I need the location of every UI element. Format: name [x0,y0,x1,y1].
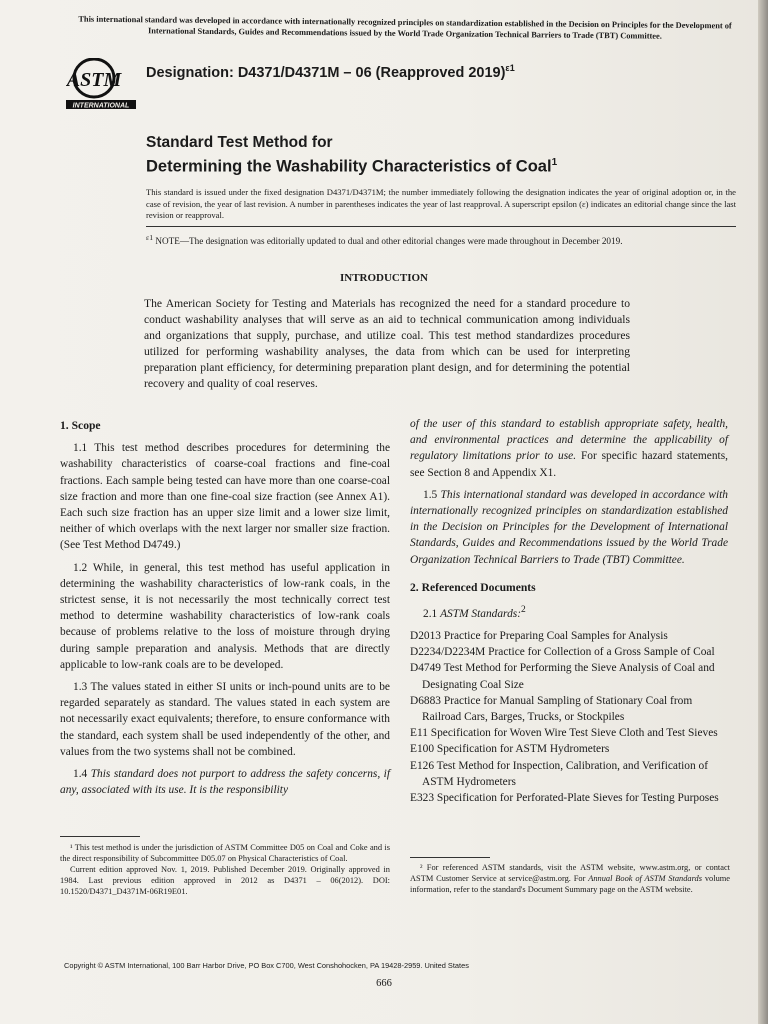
page-edge-shadow [758,0,768,1024]
title-line-1: Standard Test Method for [146,134,333,151]
footnote-2-italic: Annual Book of ASTM Standards [588,874,703,883]
referenced-list [410,628,728,806]
wto-notice: This international standard was developed in accordance with internationally recognized principles on standardization established in the Decision on Principles for the Development of International Standards, Guides and Recommendations issued by the World Trade Organization Technical Barriers to Trade (TBT) Committee. [78,14,732,41]
scope-1-4-continued [410,416,728,481]
footnote-1 [60,842,390,897]
right-column [410,416,728,806]
scope-heading: 1. Scope [60,419,101,432]
scope-1-4-lead: 1.4 [73,768,91,781]
scope-1-4-cont-tail: For specific hazard statements, see Section 8 and Appendix X1. [410,450,728,479]
designation [146,63,515,81]
scope-1-4 [60,766,390,798]
note-text: NOTE—The designation was editorially updated to dual and other editorial changes were made throughout in December 2019. [153,236,623,247]
designation-text: Designation: D4371/D4371M – 06 (Reapproved 2019) [146,64,506,81]
introduction-heading: INTRODUCTION [339,272,428,284]
footnote-2-lead: ² For referenced ASTM standards, visit the ASTM website, www.astm.org, or contact ASTM Customer Service at service@astm.org. For [410,863,730,883]
scope-1-5-italic: This international standard was developed in accordance with internationally recognized principles on standardization established in the Decision on Principles for the Development of International Standards, Guides and Recommendations issued by the World Trade Organization Technical Barriers to Trade (TBT) Committee. [410,488,728,566]
scope-1-4-cont-italic: of the user of this standard to establish appropriate safety, health, and environmental practices and determine the applicability of regulatory limitations prior to use. [410,418,728,463]
designation-sup: ε1 [505,63,515,73]
title-sup: 1 [551,157,558,168]
note-sup: ε1 [146,233,154,242]
sub-lead: 2.1 [423,607,441,620]
astm-logo-icon [66,58,136,110]
list-item: E323 Specification for Perforated-Plate Sieves for Testing Purposes [410,792,719,805]
sub-sup: 2 [521,605,526,616]
scope-1-2: 1.2 While, in general, this test method has useful application in determining the washability characteristics of low-rank coals, in the strictest sense, it is not necessarily the most technically correct test method to determine washability characteristics of low-rank coals because of problems relative to the loss of moisture through drying during sample preparation and analysis. Methods that are directly applicable to low-rank coals are to be developed. [60,561,390,671]
sub-italic: ASTM Standards: [440,607,521,620]
astm-standards-subheading [410,602,728,622]
scope-1-1: 1.1 This test method describes procedures for determining the washability characteristics of coarse-coal fractions and fine-coal fractions. Each sample being tested can have more than one coarse-coal size fraction and more than one fine-coal size fraction (see Annex A1). Each such size fraction has an upper size limit and a lower size limit, neither of which overlaps with the next larger nor smaller size fraction. (See Test Method D4749.) [60,442,390,552]
list-item: D4749 Test Method for Performing the Sieve Analysis of Coal and Designating Coal Size [410,662,715,691]
scope-1-5-lead: 1.5 [423,488,441,501]
footnote-1-p2: Current edition approved Nov. 1, 2019. Published December 2019. Originally approved in 1984. Last previous edition approved in 2012 as D4371 – 06(2012). DOI: 10.1520/D4371_D4371M-06R19E01. [60,865,390,896]
title-line-2 [146,153,557,177]
footnote-1-p1: ¹ This test method is under the jurisdiction of ASTM Committee D05 on Coal and Coke and is the direct responsibility of Subcommittee D05.07 on Physical Characteristics of Coal. [60,843,390,863]
title-line-2-text: Determining the Washability Characteristics of Coal [146,157,552,176]
list-item: D6883 Practice for Manual Sampling of Stationary Coal from Railroad Cars, Barges, Trucks, or Stockpiles [410,694,693,724]
footnote-2-tail: volume information, refer to the standard's Document Summary page on the ASTM website. [410,874,730,894]
logo-letters: ASTM [66,69,122,91]
logo-caption: INTERNATIONAL [72,102,130,110]
footnote-divider-right [410,857,490,858]
left-column [60,418,390,804]
footnote-2-p1 [410,862,730,895]
editorial-note [146,232,736,248]
list-item: E11 Specification for Woven Wire Test Sieve Cloth and Test Sieves [410,727,718,740]
introduction-text: The American Society for Testing and Materials has recognized the need for a standard procedure to conduct washability analyses that will serve as an aid to technical communication among individuals and organizations that supply, purchase, and utilize coal. This test method standardizes procedures utilized for performing washability analyses, the data from which can be used for interpreting preparation plant efficiency, for determining preparation plant design, and for determining the potential recovery and quality of coal reserves. [144,297,630,390]
list-item: E100 Specification for ASTM Hydrometers [410,743,610,756]
list-item: D2013 Practice for Preparing Coal Samples for Analysis [410,630,668,643]
referenced-heading: 2. Referenced Documents [410,580,536,594]
scope-1-5 [410,487,728,568]
scope-1-4-italic: This standard does not purport to address the safety concerns, if any, associated with its use. It is the responsibility [60,768,391,797]
document-title [146,133,557,177]
list-item: D2234/D2234M Practice for Collection of a Gross Sample of Coal [410,646,715,659]
footnote-divider-left [60,836,140,837]
copyright-line: Copyright © ASTM International, 100 Barr Harbor Drive, PO Box C700, West Conshohocken, PA 19428-2959. United States [64,961,469,970]
issued-statement: This standard is issued under the fixed designation D4371/D4371M; the number immediately following the designation indicates the year of original adoption or, in the case of revision, the year of last revision. A number in parentheses indicates the year of last reapproval. A superscript epsilon (ε) indicates an editorial change since the last revision or reapproval. [146,187,736,220]
page-number: 666 [376,978,392,989]
scope-1-3: 1.3 The values stated in either SI units or inch-pound units are to be regarded separately as standard. The values stated in each system are not necessarily exact equivalents; therefore, to ensure conformance with the standard, each system shall be used independently of the other, and values from the two systems shall not be combined. [60,681,390,758]
note-divider [146,226,736,227]
footnote-2 [410,862,730,895]
list-item: E126 Test Method for Inspection, Calibration, and Verification of ASTM Hydrometers [410,759,709,788]
